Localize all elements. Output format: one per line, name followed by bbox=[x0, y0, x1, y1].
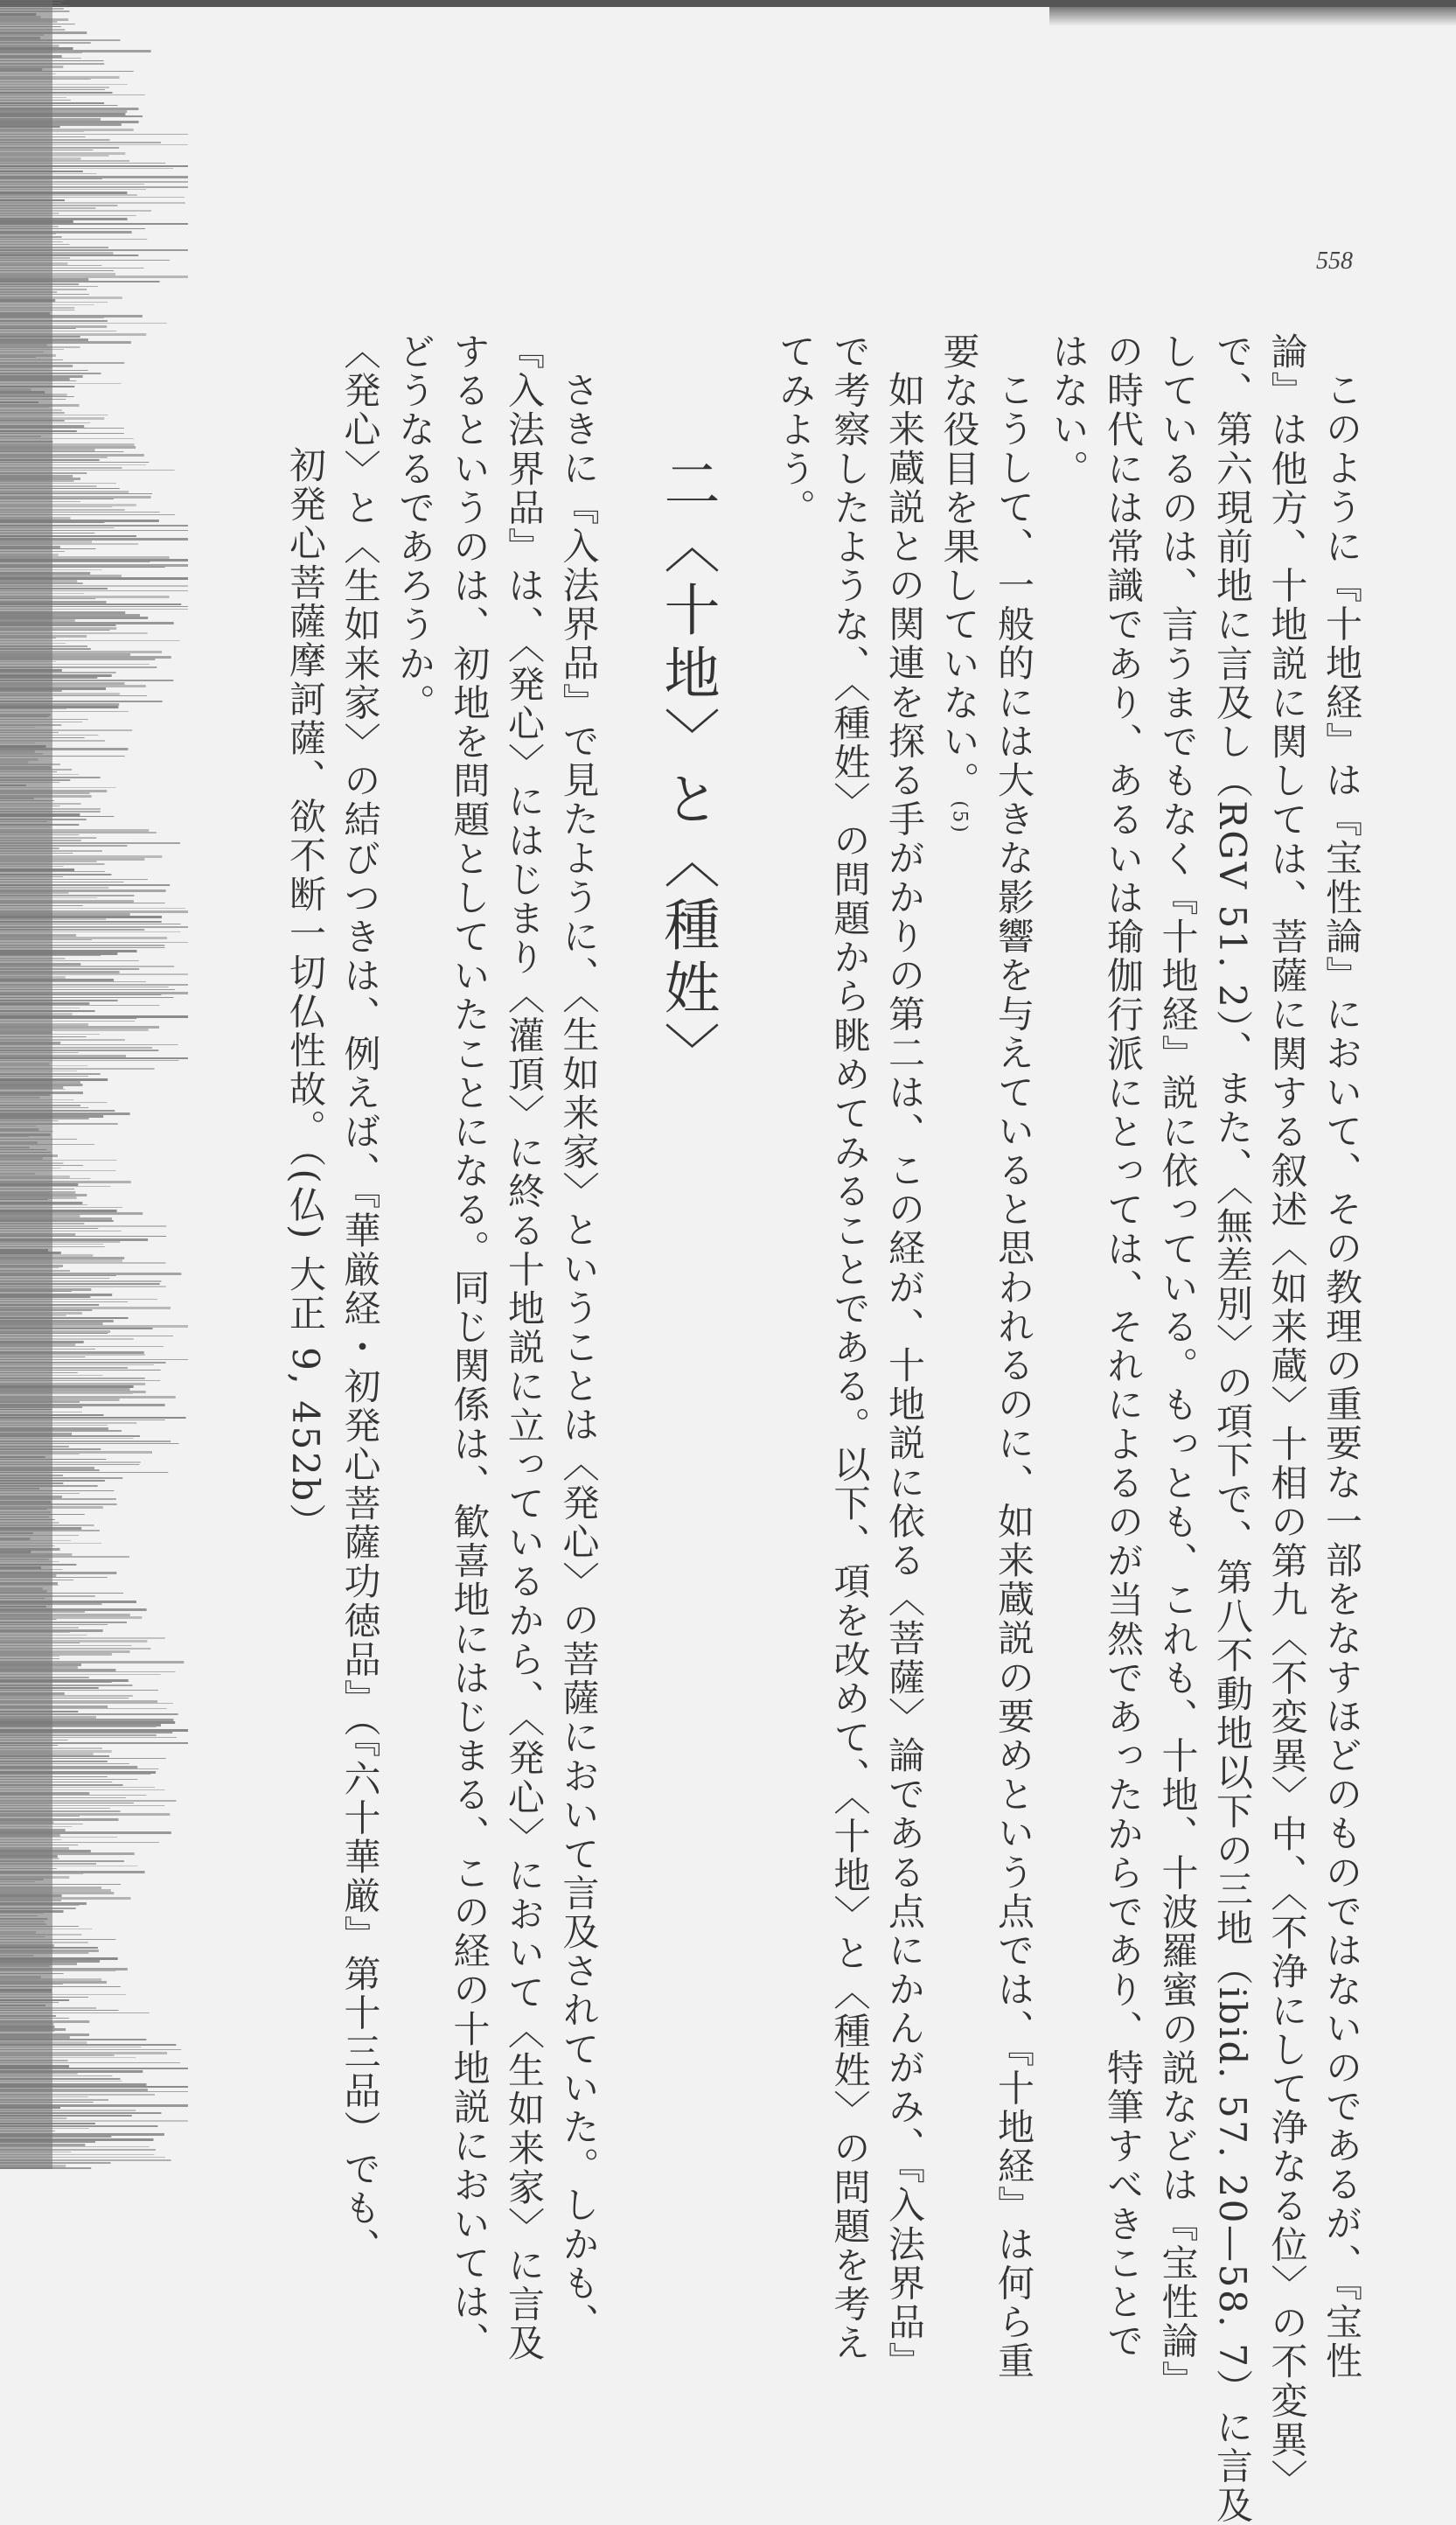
text-line-17-quote: 初発心菩薩摩訶薩、欲不断一切仏性故。（(仏) 大正 9, 452b） bbox=[284, 446, 327, 1543]
text-line-11: てみよう。 bbox=[774, 332, 817, 527]
text-line-15: どうなるであろうか。 bbox=[394, 332, 436, 722]
footnote-marker: (5) bbox=[948, 800, 971, 835]
text-line-3: で、第六現前地に言及し（RGV 51. 2）、また、〈無差別〉の項下で、第八不動地以下の三地（ibid. 57. 20—58. 7）に言及 bbox=[1211, 332, 1254, 2525]
binding-shadow-streaks bbox=[0, 0, 188, 2169]
text-line-5: の時代には常識であり、あるいは瑜伽行派にとっては、それによるのが当然であったからであり、特筆すべきことで bbox=[1102, 332, 1145, 2361]
text-line-16: 〈発心〉と〈生如来家〉の結びつきは、例えば、『華厳経・初発心菩薩功徳品』（『六十華厳』第十三品）でも、 bbox=[338, 332, 382, 2267]
text-line-4: しているのは、言うまでもなく『十地経』説に依っている。もっとも、これも、十地、十波羅蜜の説などは『宝性論』 bbox=[1156, 332, 1200, 2400]
top-edge-shadow bbox=[0, 0, 1456, 7]
binding-shadow bbox=[0, 0, 210, 2169]
text-line-7: こうして、一般的には大きな影響を与えていると思われるのに、如来蔵説の要めという点では、『十地経』は何ら重 bbox=[993, 371, 1035, 2382]
text-line-1: このように『十地経』は『宝性論』において、その教理の重要な一部をなすほどのものではないのであるが、『宝性 bbox=[1320, 371, 1363, 2382]
text-line-2: 論』は他方、十地説に関しては、菩薩に関する叙述〈如来蔵〉十相の第九〈不変異〉中、〈不浄にして浄なる位〉の不変異〉 bbox=[1265, 332, 1309, 2499]
section-heading: 二〈十地〉と〈種姓〉 bbox=[654, 455, 720, 1085]
text-line-8-body: 要な役目を果していない。 bbox=[937, 332, 981, 801]
text-line-9: 如来蔵説との関連を探る手がかりの第二は、この経が、十地説に依る〈菩薩〉論である点にかんがみ、『入法界品』 bbox=[883, 371, 926, 2382]
page-number: 558 bbox=[1316, 248, 1353, 275]
text-line-12: さきに『入法界品』で見たように、〈生如来家〉ということは〈発心〉の菩薩において言及されていた。しかも、 bbox=[557, 371, 601, 2342]
vertical-text-block bbox=[278, 332, 1369, 2525]
text-line-13: 『入法界品』は、〈発心〉にはじまり〈灌頂〉に終る十地説に立っているから、〈発心〉において〈生如来家〉に言及 bbox=[503, 332, 546, 2363]
top-edge-fade bbox=[1049, 7, 1456, 26]
text-line-8 bbox=[931, 332, 986, 2082]
text-line-10: で考察したような、〈種姓〉の問題から眺めてみることである。以下、項を改めて、〈十地〉と〈種姓〉の問題を考え bbox=[828, 332, 872, 2363]
text-line-6: はない。 bbox=[1047, 332, 1090, 489]
text-line-14: するというのは、初地を問題としていたことになる。同じ関係は、歓喜地にはじまる、この経の十地説においては、 bbox=[448, 332, 491, 2361]
